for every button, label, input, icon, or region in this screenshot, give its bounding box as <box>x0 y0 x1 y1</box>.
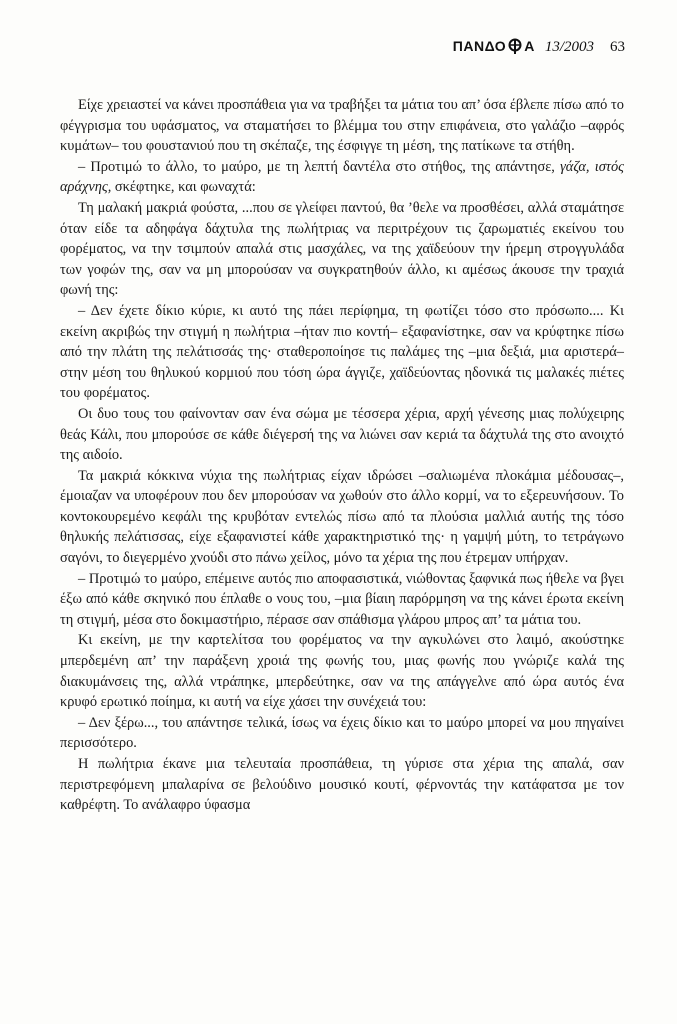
paragraph: – Δεν ξέρω..., του απάντησε τελικά, ίσως να έχεις δίκιο και το μαύρο μπορεί να μου πηγαίνει περισσότερο. <box>60 714 624 752</box>
paragraph: Η πωλήτρια έκανε μια τελευταία προσπάθεια, τη γύρισε στα χέρια της απαλά, σαν περιστρεφόμενη μπαλαρίνα σε βελούδινο μουσικό κουτί, φέρνοντάς την κατάφατσα με τον καθρέφτη. Το ανάλαφρο ύφασμα <box>60 756 624 814</box>
issue-number: 13/2003 <box>544 39 594 55</box>
paragraph: Τα μακριά κόκκινα νύχια της πωλήτριας είχαν ιδρώσει –σαλιωμένα πλοκάμια μέδουσας–, έμοιαζαν να υποφέρουν που δεν μπορούσαν να χωθούν στο άλλο κορμί, να το εξερευνήσουν. Το κοντοκουρεμένο κεφάλι της κρυβόταν εντελώς πίσω από τα πλούσια μαλλιά αυτής της τόσο θηλυκής πελάτισσας, είχε εξαφανιστεί κάθε χαρακτηριστικό της· η γαμψή μύτη, το τετράγωνο σαγόνι, το διεγερμένο χνούδι στο πάνω χείλος, μόνο τα χέρια της που έτρεμαν υπήρχαν. <box>60 467 624 567</box>
paragraph: Οι δυο τους του φαίνονταν σαν ένα σώμα με τέσσερα χέρια, αρχή γένεσης μιας πολύχειρης θεάς Κάλι, που μπορούσε σε κάθε διέγερσή της να λιώνει σαν κεριά τα δάχτυλά της στο ανοιχτό της αιδοίο. <box>60 405 624 464</box>
pandora-logo-icon <box>507 38 523 54</box>
paragraph: Τη μαλακή μακριά φούστα, ...που σε γλείφει παντού, θα ’θελε να προσθέσει, αλλά σταμάτησε όταν είδε τα αδηφάγα δάχτυλα της πωλήτριας να περιτρέχουν τις ζαρωματιές εκείνου του φορέματος, να την τσιμπούν απαλά στις μασχάλες, να της χαϊδεύουν την ήρεμη στρογγυλάδα των γοφών της, σαν να μη μπορούσαν να συγκρατηθούν άλλο, κι αμέσως άκουσε την τραχιά φωνή της: <box>60 199 624 299</box>
italic-phrase: γάζα, ιστός αράχνης, <box>60 158 624 196</box>
paragraph: – Προτιμώ το άλλο, το μαύρο, με τη λεπτή δαντέλα στο στήθος, της απάντησε, γάζα, ιστός αράχνης, σκέφτηκε, και φωναχτά: <box>60 158 624 196</box>
paragraph: – Δεν έχετε δίκιο κύριε, κι αυτό της πάει περίφημα, τη φωτίζει τόσο στο πρόσωπο.... Κι εκείνη ακριβώς την στιγμή η πωλήτρια –ήταν πιο κοντή– εξαφανίστηκε, σαν να κρύφτηκε πίσω από την πλάτη της πελάτισσάς της· σταθεροποίησε τις παλάμες της –μια δεξιά, μια αριστερά– στην μέση του θηλυκού κορμιού που τόση ώρα άγγιζε, χαϊδεύοντας ηδονικά τις μαλακές πιέτες του φορέματος. <box>60 302 624 402</box>
paragraph: Κι εκείνη, με την καρτελίτσα του φορέματος να την αγκυλώνει στο λαιμό, ακούστηκε μπερδεμένη απ’ την παράξενη χροιά της φωνής του, μιας φωνής που γνώριζε καλά της διακυμάνσεις της, αλλά ντράπηκε, μπερδεύτηκε, σαν να της απάγγελνε από ώρα αυτός ένα κρυφό ερωτικό ποίημα, κι αυτή να είχε χάσει την συνέχειά του: <box>60 632 624 711</box>
journal-name-right: Α <box>524 38 535 54</box>
running-header <box>453 35 625 56</box>
body-text <box>60 95 624 816</box>
paragraph: Είχε χρειαστεί να κάνει προσπάθεια για να τραβήξει τα μάτια του απ’ όσα έβλεπε πίσω από το φέγγρισμα του υφάσματος, να σταματήσει το βλέμμα του στην επιφάνεια, στο γαλάζιο –αφρός κυμάτων– του φουστανιού που τη σκέπαζε, της έσφιγγε τη μέση, της πατίκωνε τα στήθη. <box>60 97 624 155</box>
page-number: 63 <box>610 39 625 55</box>
paragraph: – Προτιμώ το μαύρο, επέμεινε αυτός πιο αποφασιστικά, νιώθοντας ξαφνικά πως ήθελε να βγει έξω από κάθε σκηνικό που έπλαθε ο νους του, –μια βίαιη παρόρμηση να της κάνει έρωτα εκείνη τη στιγμή, μέσα στο δοκιμαστήριο, πέρασε σαν σπάθισμα γλάρου μπρος απ’ τα μάτια του. <box>60 570 624 628</box>
journal-name-left: ΠΑΝΔΟ <box>452 38 507 54</box>
journal-logo <box>453 35 535 54</box>
